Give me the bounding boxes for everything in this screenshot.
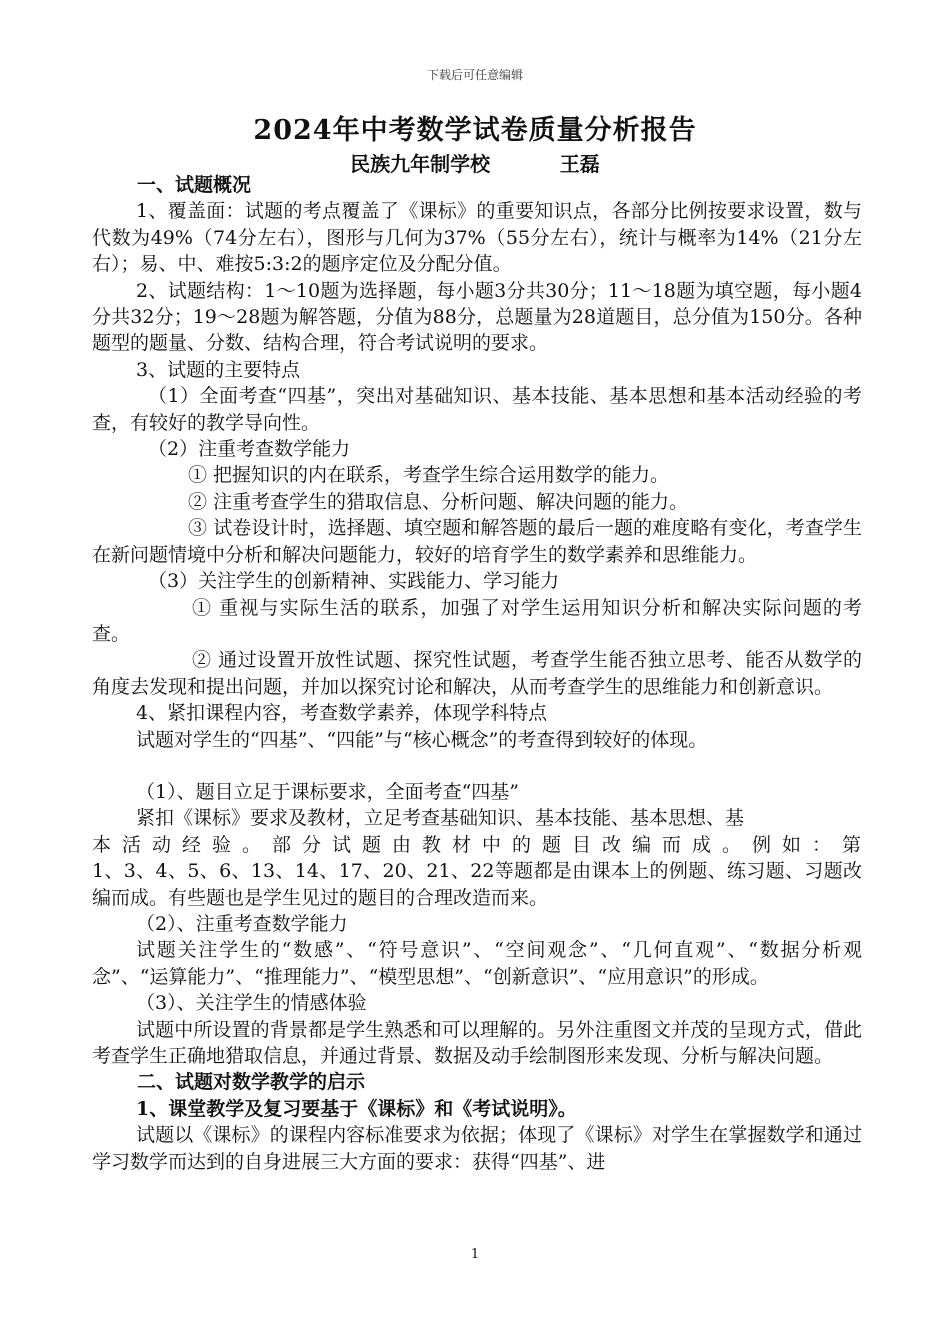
paragraph-insight-1: 1、课堂教学及复习要基于《课标》和《考试说明》。 bbox=[136, 1097, 577, 1120]
paragraph-feature-3-item-2: ② 通过设置开放性试题、探究性试题，考查学生能否独立思考、能否从数学的角度去发现和提出问题，并加以探究讨论和解决，从而考查学生的思维能力和创新意识。 bbox=[92, 649, 862, 698]
paragraph-feature-1: （1）全面考查“四基”，突出对基础知识、基本技能、基本思想和基本活动经验的考查，有较好的教学导向性。 bbox=[92, 385, 862, 434]
paragraph-structure: 2、试题结构：1～10题为选择题，每小题3分共30分；11～18题为填空题，每小题4分共32分；19～28题为解答题，分值为88分，总题量为28道题目，总分值为150分。各种题型的题量、分数、结构合理，符合考试说明的要求。 bbox=[92, 279, 862, 355]
paragraph-subpoint-1-line-2: 本活动经验。部分试题由教材中的题目改编而成。例如：第 bbox=[92, 833, 873, 856]
paragraph-subpoint-1: （1）、题目立足于课标要求，全面考查“四基” bbox=[136, 780, 520, 803]
section-heading-1: 一、试题概况 bbox=[137, 174, 252, 196]
paragraph-feature-2-item-3: ③ 试卷设计时，选择题、填空题和解答题的最后一题的难度略有变化，考查学生在新问题情境中分析和解决问题能力，较好的培育学生的数学素养和思维能力。 bbox=[92, 517, 862, 566]
header-note: 下载后可任意编辑 bbox=[426, 68, 523, 82]
paragraph-subpoint-1-line-1: 紧扣《课标》要求及教材，立足考查基础知识、基本技能、基本思想、基 bbox=[136, 807, 745, 830]
paragraph-point-4: 4、紧扣课程内容，考查数学素养，体现学科特点 bbox=[136, 702, 548, 725]
page-number: 1 bbox=[470, 1247, 480, 1262]
paragraph-subpoint-3: （3）、关注学生的情感体验 bbox=[136, 992, 367, 1015]
document-title: 2024年中考数学试卷质量分析报告 bbox=[253, 115, 697, 146]
paragraph-coverage: 1、覆盖面：试题的考点覆盖了《课标》的重要知识点，各部分比例按要求设置，数与代数为49%（74分左右），图形与几何为37%（55分左右），统计与概率为14%（21分左右）；易、中、难按5:3:2的题序定位及分配分值。 bbox=[92, 200, 862, 276]
document-body bbox=[92, 172, 873, 1175]
blank-line bbox=[92, 753, 862, 779]
paragraph-subpoint-1-line-3: 1、3、4、5、6、13、14、17、20、21、22等题都是由课本上的例题、练习题、习题改编而成。有些题也是学生见过的题目的合理改造而来。 bbox=[92, 860, 862, 909]
paragraph-feature-2-item-1: ① 把握知识的内在联系，考查学生综合运用数学的能力。 bbox=[188, 464, 670, 487]
paragraph-subpoint-2: （2）、注重考查数学能力 bbox=[136, 912, 348, 935]
paragraph-features-heading: 3、试题的主要特点 bbox=[136, 358, 301, 381]
paragraph-subpoint-3-body: 试题中所设置的背景都是学生熟悉和可以理解的。另外注重图文并茂的呈现方式，借此考查学生正确地猎取信息，并通过背景、数据及动手绘制图形来发现、分析与解决问题。 bbox=[92, 1018, 862, 1067]
paragraph-point-4-body: 试题对学生的“四基”、“四能”与“核心概念”的考查得到较好的体现。 bbox=[136, 728, 708, 751]
paragraph-feature-2-item-2: ② 注重考查学生的猎取信息、分析问题、解决问题的能力。 bbox=[188, 490, 689, 513]
paragraph-subpoint-2-body: 试题关注学生的“数感”、“符号意识”、“空间观念”、“几何直观”、“数据分析观念”、“运算能力”、“推理能力”、“模型思想”、“创新意识”、“应用意识”的形成。 bbox=[92, 939, 862, 988]
author-line: 民族九年制学校 王磊 bbox=[350, 152, 600, 176]
paragraph-feature-3-item-1: ① 重视与实际生活的联系，加强了对学生运用知识分析和解决实际问题的考查。 bbox=[92, 596, 862, 645]
paragraph-feature-2: （2）注重考查数学能力 bbox=[148, 438, 351, 461]
section-heading-2: 二、试题对数学教学的启示 bbox=[137, 1071, 366, 1094]
paragraph-insight-1-body: 试题以《课标》的课程内容标准要求为依据；体现了《课标》对学生在掌握数学和通过学习数学而达到的自身进展三大方面的要求：获得“四基”、进 bbox=[92, 1124, 862, 1173]
paragraph-feature-3: （3）关注学生的创新精神、实践能力、学习能力 bbox=[148, 570, 560, 593]
